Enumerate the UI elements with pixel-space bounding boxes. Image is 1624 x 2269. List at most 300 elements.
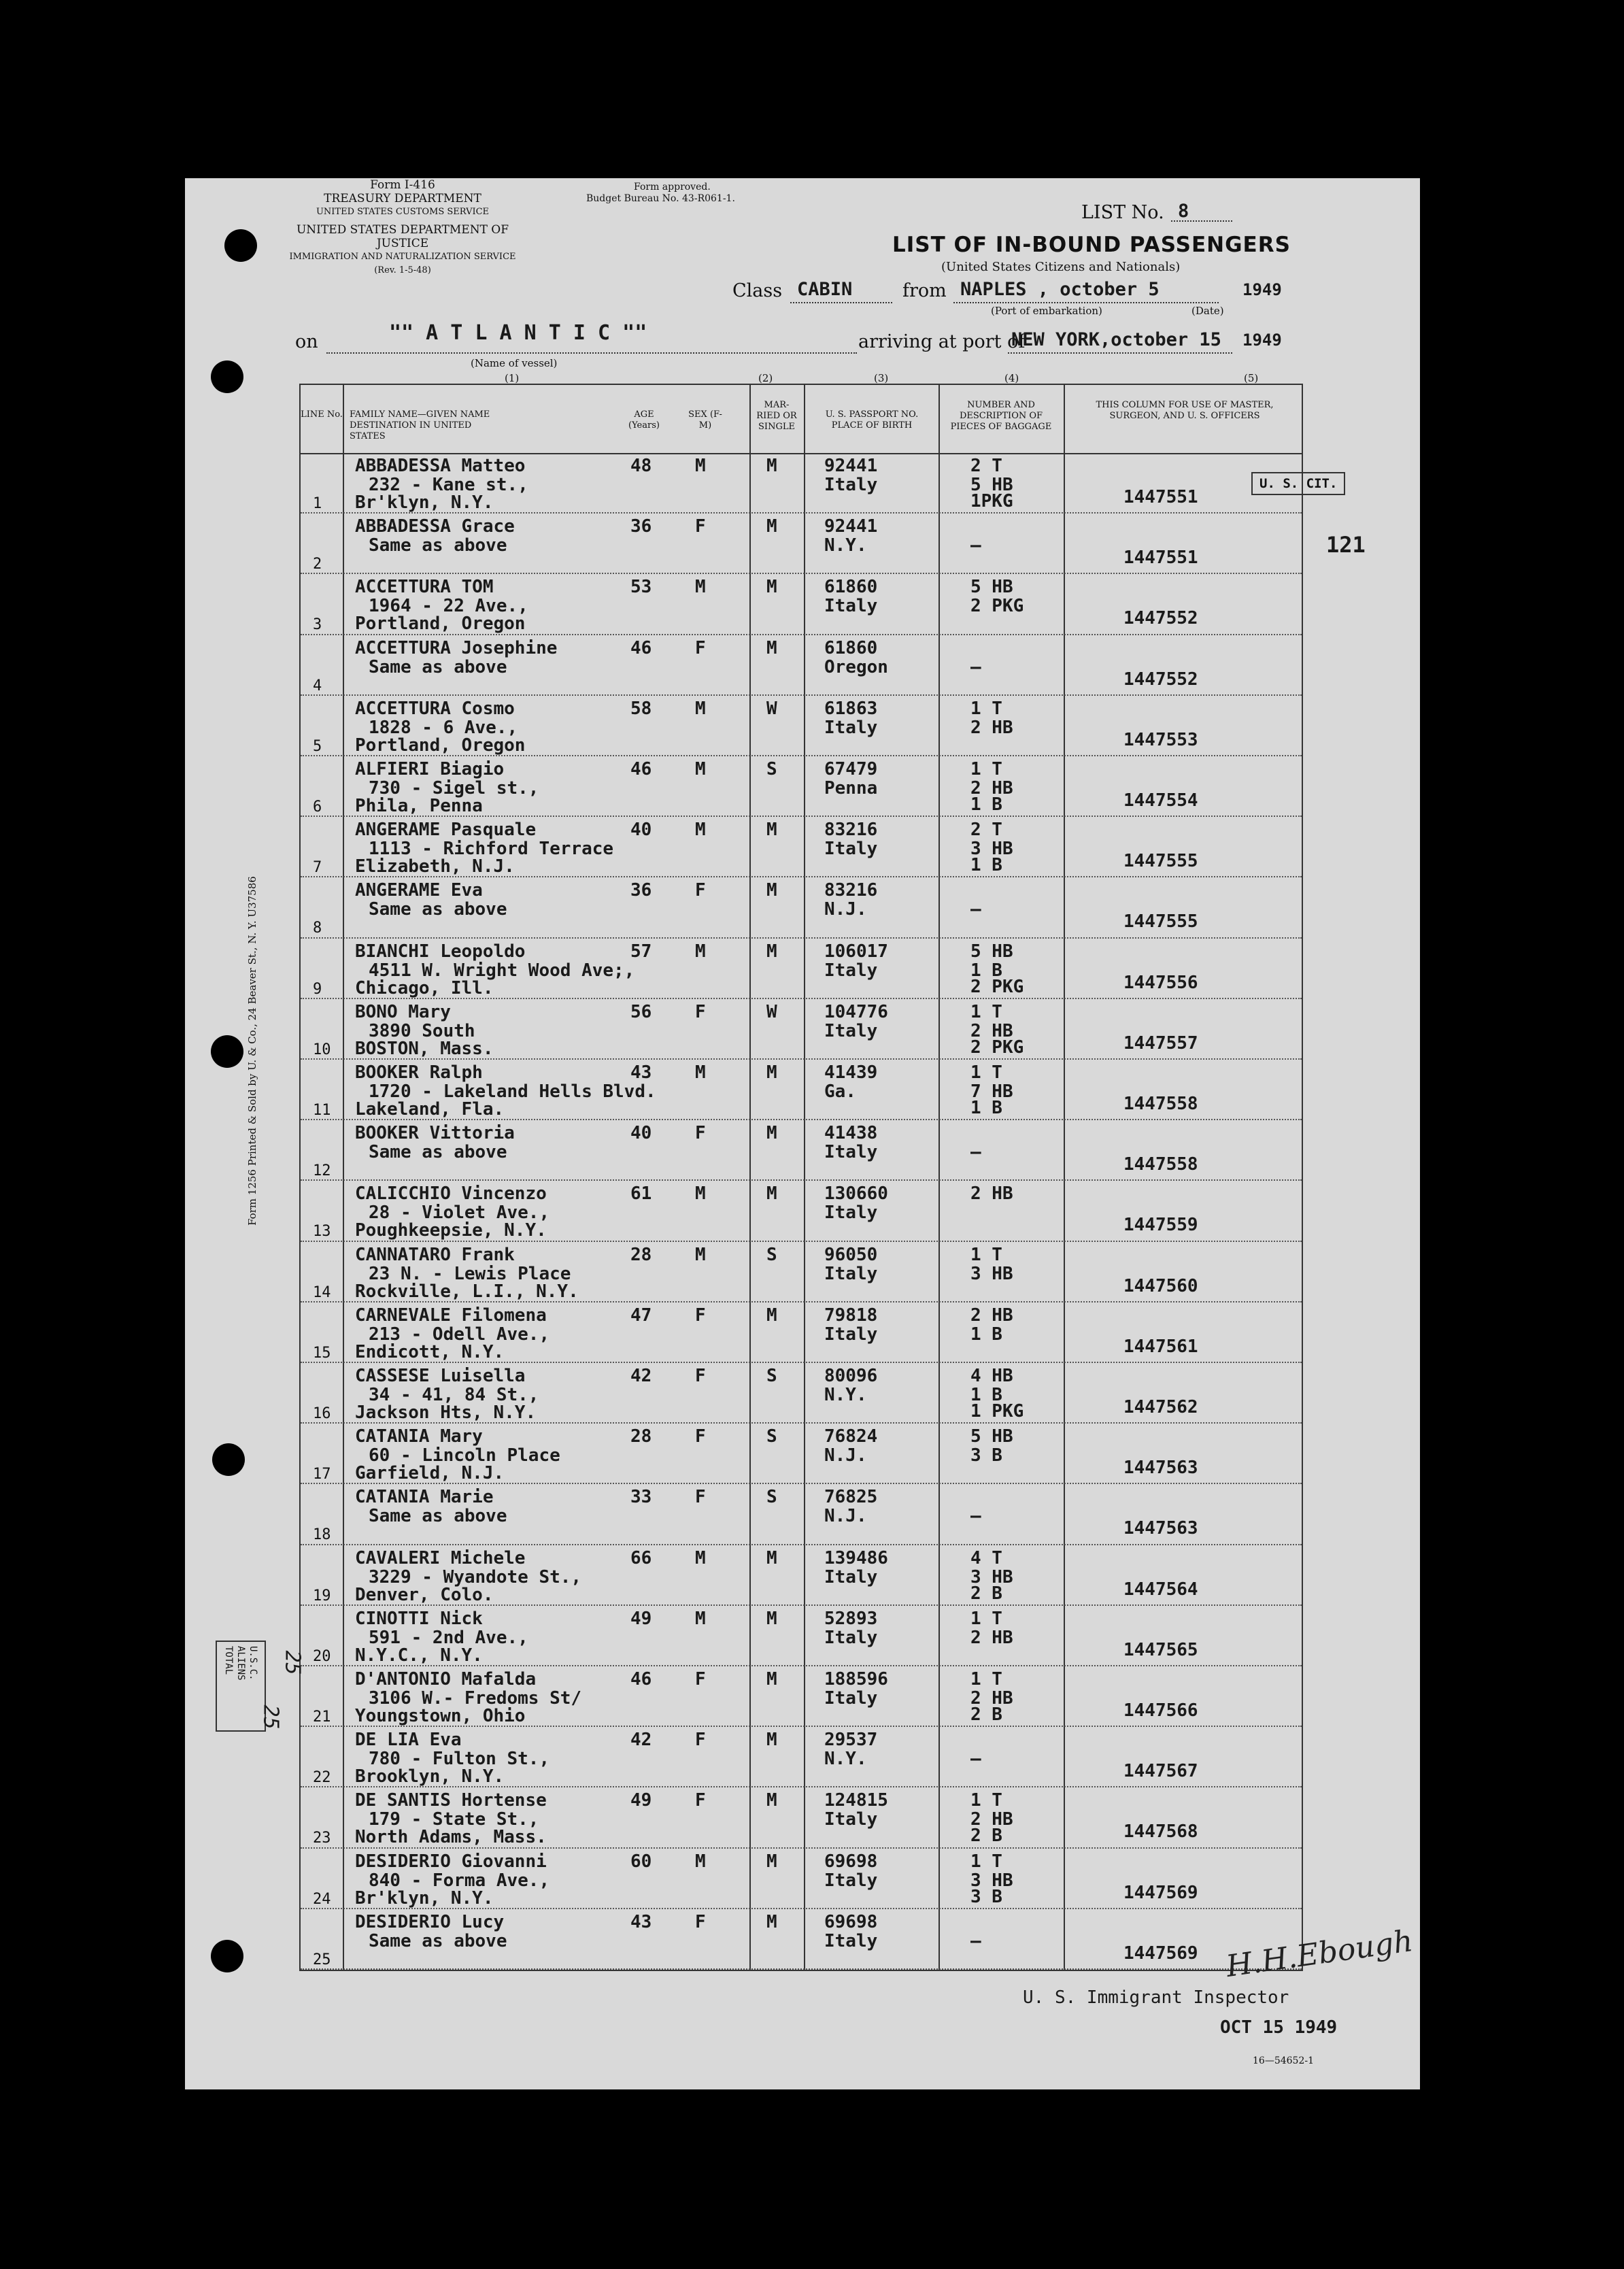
row-divider bbox=[301, 1968, 1302, 1970]
marital-status: M bbox=[766, 1305, 777, 1326]
baggage-line-1: 5 HB bbox=[970, 577, 1013, 598]
sex-value: F bbox=[695, 1123, 706, 1144]
passport-number: 80096 bbox=[824, 1366, 878, 1386]
age-value: 48 bbox=[630, 456, 652, 476]
table-body bbox=[301, 453, 1302, 1970]
address-line-2: North Adams, Mass. bbox=[355, 1827, 547, 1848]
passport-number: 130660 bbox=[824, 1183, 888, 1205]
ins-service: IMMIGRATION AND NATURALIZATION SERVICE bbox=[289, 252, 516, 262]
age-value: 60 bbox=[630, 1851, 652, 1872]
baggage-line-2: 2 HB bbox=[970, 1688, 1013, 1709]
address-line-1: 4511 W. Wright Wood Ave;, bbox=[369, 960, 635, 981]
age-value: 46 bbox=[630, 1669, 652, 1690]
from-label: from bbox=[902, 280, 947, 301]
passport-number: 61860 bbox=[824, 577, 878, 598]
age-value: 56 bbox=[630, 1001, 652, 1022]
birth-place: Italy bbox=[824, 1688, 878, 1709]
address-line-2: Br'klyn, N.Y. bbox=[355, 1887, 494, 1909]
customs-service: UNITED STATES CUSTOMS SERVICE bbox=[316, 207, 490, 217]
baggage-line-1: 1 T bbox=[970, 759, 1002, 779]
sex-value: F bbox=[695, 637, 706, 658]
binder-hole bbox=[211, 1940, 243, 1972]
sex-value: M bbox=[695, 698, 706, 719]
line-number: 16 bbox=[313, 1405, 331, 1422]
address-line-2: Portland, Oregon bbox=[355, 735, 526, 756]
line-number: 5 bbox=[313, 737, 322, 755]
age-value: 40 bbox=[630, 820, 652, 841]
address-line-2: Lakeland, Fla. bbox=[355, 1099, 505, 1120]
table-row bbox=[301, 1181, 1302, 1241]
sex-value: F bbox=[695, 1001, 706, 1022]
passport-number: 139486 bbox=[824, 1547, 888, 1568]
marital-status: M bbox=[766, 1183, 777, 1205]
birth-place: Italy bbox=[824, 1263, 878, 1284]
marital-status: W bbox=[766, 698, 777, 719]
baggage-line-2: — bbox=[970, 656, 981, 677]
line-number: 15 bbox=[313, 1344, 331, 1362]
age-value: 66 bbox=[630, 1547, 652, 1568]
officer-number: 1447565 bbox=[1123, 1639, 1198, 1660]
family-given-name: CANNATARO Frank bbox=[355, 1244, 515, 1265]
marital-status: M bbox=[766, 820, 777, 841]
total-count: 25 bbox=[258, 1704, 283, 1730]
officer-number: 1447555 bbox=[1123, 851, 1198, 872]
passport-number: 188596 bbox=[824, 1669, 888, 1690]
family-given-name: ACCETTURA Josephine bbox=[355, 637, 558, 658]
page-number-stamp: 121 bbox=[1326, 532, 1366, 558]
marital-status: W bbox=[766, 1001, 777, 1022]
address-line-2: Youngstown, Ohio bbox=[355, 1706, 526, 1726]
col-num-5: (5) bbox=[1244, 372, 1259, 384]
baggage-line-1: 2 HB bbox=[970, 1183, 1013, 1205]
address-line-2: Br'klyn, N.Y. bbox=[355, 492, 494, 513]
baggage-line-1: 1 T bbox=[970, 1669, 1002, 1690]
treasury-dept: TREASURY DEPARTMENT bbox=[324, 192, 481, 205]
officer-number: 1447554 bbox=[1123, 790, 1198, 811]
address-line-1: 1720 - Lakeland Hells Blvd. bbox=[369, 1081, 656, 1102]
baggage-line-2: 3 HB bbox=[970, 1870, 1013, 1891]
family-given-name: ALFIERI Biagio bbox=[355, 759, 505, 779]
officer-number: 1447569 bbox=[1123, 1882, 1198, 1903]
family-given-name: BONO Mary bbox=[355, 1001, 451, 1022]
baggage-line-3: 1 B bbox=[970, 855, 1002, 876]
family-given-name: D'ANTONIO Mafalda bbox=[355, 1669, 537, 1690]
marital-status: S bbox=[766, 1244, 777, 1265]
marital-status: M bbox=[766, 941, 777, 962]
age-value: 47 bbox=[630, 1305, 652, 1326]
baggage-line-2: 2 PKG bbox=[970, 596, 1024, 617]
marital-status: M bbox=[766, 1851, 777, 1872]
baggage-line-2: — bbox=[970, 899, 981, 920]
table-row bbox=[301, 1302, 1302, 1363]
marital-status: S bbox=[766, 759, 777, 779]
age-value: 28 bbox=[630, 1426, 652, 1447]
sex-value: F bbox=[695, 880, 706, 901]
age-value: 43 bbox=[630, 1062, 652, 1083]
budget-bureau: Budget Bureau No. 43-R061-1. bbox=[586, 193, 735, 204]
baggage-line-3: 2 PKG bbox=[970, 976, 1024, 997]
year-value-1: 1949 bbox=[1242, 280, 1282, 299]
table-row bbox=[301, 1787, 1302, 1848]
binder-hole bbox=[211, 1035, 243, 1068]
line-number: 6 bbox=[313, 799, 322, 816]
marital-status: M bbox=[766, 1547, 777, 1568]
address-line-1: 1113 - Richford Terrace bbox=[369, 839, 614, 860]
age-value: 57 bbox=[630, 941, 652, 962]
birth-place: Italy bbox=[824, 717, 878, 738]
table-row bbox=[301, 1545, 1302, 1606]
line-number: 14 bbox=[313, 1283, 331, 1301]
table-row bbox=[301, 1424, 1302, 1484]
birth-place: N.J. bbox=[824, 1506, 867, 1527]
passport-number: 92441 bbox=[824, 516, 878, 537]
officer-number: 1447557 bbox=[1123, 1032, 1198, 1054]
marital-status: M bbox=[766, 880, 777, 901]
birth-place: Italy bbox=[824, 960, 878, 981]
birth-place: N.J. bbox=[824, 899, 867, 920]
line-number: 19 bbox=[313, 1587, 331, 1604]
baggage-line-2: 3 HB bbox=[970, 839, 1013, 860]
family-given-name: ANGERAME Pasquale bbox=[355, 820, 537, 841]
line-number: 18 bbox=[313, 1526, 331, 1544]
printer-imprint: Form 1256 Printed & Sold by U. & Co., 24 Beaver St., N. Y. U37586 bbox=[246, 876, 258, 1226]
address-line-2: Portland, Oregon bbox=[355, 614, 526, 635]
baggage-line-2: 3 B bbox=[970, 1445, 1002, 1466]
table-row bbox=[301, 514, 1302, 574]
address-line-2: Elizabeth, N.J. bbox=[355, 856, 515, 877]
officer-number: 1447563 bbox=[1123, 1458, 1198, 1479]
address-line-1: 179 - State St., bbox=[369, 1809, 539, 1830]
age-value: 33 bbox=[630, 1487, 652, 1508]
sex-value: F bbox=[695, 516, 706, 537]
passport-number: 69698 bbox=[824, 1911, 878, 1932]
passport-number: 76824 bbox=[824, 1426, 878, 1447]
baggage-line-1: 1 T bbox=[970, 1790, 1002, 1811]
baggage-line-3: 2 B bbox=[970, 1704, 1002, 1725]
revision: (Rev. 1-5-48) bbox=[374, 265, 431, 275]
baggage-line-1: 4 HB bbox=[970, 1366, 1013, 1386]
address-line-2: Rockville, L.I., N.Y. bbox=[355, 1281, 579, 1302]
marital-status: M bbox=[766, 516, 777, 537]
sex-value: F bbox=[695, 1426, 706, 1447]
birth-place: N.Y. bbox=[824, 1749, 867, 1770]
address-line-1: Same as above bbox=[369, 1142, 507, 1163]
address-line-2: Phila, Penna bbox=[355, 796, 483, 816]
age-value: 36 bbox=[630, 880, 652, 901]
sex-value: M bbox=[695, 1183, 706, 1205]
line-number: 1 bbox=[313, 495, 322, 512]
class-value: CABIN bbox=[797, 279, 853, 300]
line-number: 9 bbox=[313, 980, 322, 998]
officer-number: 1447562 bbox=[1123, 1397, 1198, 1417]
line-number: 4 bbox=[313, 677, 322, 694]
baggage-line-2: 7 HB bbox=[970, 1081, 1013, 1102]
birth-place: Italy bbox=[824, 1203, 878, 1224]
baggage-line-1: 2 HB bbox=[970, 1305, 1013, 1326]
table-row bbox=[301, 1727, 1302, 1787]
family-given-name: ACCETTURA TOM bbox=[355, 577, 494, 598]
sex-value: F bbox=[695, 1669, 706, 1690]
address-line-1: Same as above bbox=[369, 656, 507, 677]
family-given-name: ANGERAME Eva bbox=[355, 880, 483, 901]
birth-place: Penna bbox=[824, 778, 878, 799]
baggage-line-1: 5 HB bbox=[970, 1426, 1013, 1447]
passport-number: 41439 bbox=[824, 1062, 878, 1083]
officer-number: 1447552 bbox=[1123, 669, 1198, 690]
officer-number: 1447568 bbox=[1123, 1821, 1198, 1843]
family-given-name: DESIDERIO Giovanni bbox=[355, 1851, 547, 1872]
address-line-2: Jackson Hts, N.Y. bbox=[355, 1402, 537, 1423]
family-given-name: CATANIA Mary bbox=[355, 1426, 483, 1447]
baggage-line-1: 1 T bbox=[970, 1001, 1002, 1022]
marital-status: M bbox=[766, 1911, 777, 1932]
on-label: on bbox=[295, 331, 318, 352]
family-given-name: CATANIA Marie bbox=[355, 1487, 494, 1508]
arrival-value: NEW YORK,october 15 bbox=[1011, 329, 1221, 350]
family-given-name: ACCETTURA Cosmo bbox=[355, 698, 515, 719]
sex-value: F bbox=[695, 1911, 706, 1932]
line-number: 7 bbox=[313, 859, 322, 877]
family-given-name: BOOKER Ralph bbox=[355, 1062, 483, 1083]
baggage-line-1: 2 T bbox=[970, 456, 1002, 476]
address-line-1: 1828 - 6 Ave., bbox=[369, 717, 518, 738]
class-dots bbox=[790, 302, 892, 303]
passport-number: 61863 bbox=[824, 698, 878, 719]
baggage-line-2: — bbox=[970, 1506, 981, 1527]
address-line-1: 60 - Lincoln Place bbox=[369, 1445, 560, 1466]
birth-place: Italy bbox=[824, 839, 878, 860]
sex-value: M bbox=[695, 759, 706, 779]
age-value: 42 bbox=[630, 1730, 652, 1751]
passport-number: 67479 bbox=[824, 759, 878, 779]
budget-approval bbox=[586, 182, 777, 205]
birth-place: Italy bbox=[824, 1930, 878, 1951]
line-number: 21 bbox=[313, 1709, 331, 1726]
age-value: 36 bbox=[630, 516, 652, 537]
baggage-line-3: 1 PKG bbox=[970, 1401, 1024, 1422]
binder-hole bbox=[212, 1443, 245, 1476]
inspector-title: U. S. Immigrant Inspector bbox=[1023, 1987, 1289, 2008]
binder-hole bbox=[224, 229, 257, 262]
total-label: TOTAL bbox=[223, 1646, 234, 1675]
birth-place: Italy bbox=[824, 1870, 878, 1891]
officer-number: 1447558 bbox=[1123, 1094, 1198, 1114]
address-line-1: Same as above bbox=[369, 535, 507, 556]
officer-number: 1447552 bbox=[1123, 608, 1198, 629]
table-row bbox=[301, 999, 1302, 1060]
age-value: 40 bbox=[630, 1123, 652, 1144]
col-baggage: NUMBER AND DESCRIPTION OF PIECES OF BAGGAGE bbox=[950, 400, 1052, 432]
baggage-line-1: 2 T bbox=[970, 820, 1002, 841]
us-cit-stamp bbox=[1251, 472, 1345, 495]
passport-number: 29537 bbox=[824, 1730, 878, 1751]
baggage-line-2: 2 HB bbox=[970, 1809, 1013, 1830]
birth-place: Italy bbox=[824, 596, 878, 617]
line-number: 10 bbox=[313, 1041, 331, 1058]
birth-place: Italy bbox=[824, 1020, 878, 1041]
marital-status: M bbox=[766, 1730, 777, 1751]
form-approved: Form approved. bbox=[634, 182, 711, 192]
list-no-label: LIST No. bbox=[1081, 202, 1164, 223]
marital-status: M bbox=[766, 637, 777, 658]
line-number: 11 bbox=[313, 1102, 331, 1119]
baggage-line-1: 1 T bbox=[970, 1244, 1002, 1265]
table-row bbox=[301, 1909, 1302, 1970]
table-row bbox=[301, 1060, 1302, 1120]
passport-number: 106017 bbox=[824, 941, 888, 962]
col-num-3: (3) bbox=[874, 372, 889, 384]
officer-number: 1447569 bbox=[1123, 1943, 1198, 1964]
age-value: 46 bbox=[630, 759, 652, 779]
address-line-1: Same as above bbox=[369, 899, 507, 920]
marital-status: M bbox=[766, 456, 777, 476]
us-cit-text: U. S. CIT. bbox=[1259, 476, 1338, 491]
family-given-name: ABBADESSA Matteo bbox=[355, 456, 526, 476]
age-value: 49 bbox=[630, 1790, 652, 1811]
sex-value: M bbox=[695, 820, 706, 841]
baggage-line-2: 5 HB bbox=[970, 475, 1013, 495]
sex-value: M bbox=[695, 1608, 706, 1629]
baggage-line-2: 1 B bbox=[970, 1385, 1002, 1405]
baggage-line-2: — bbox=[970, 1930, 981, 1951]
sex-value: M bbox=[695, 577, 706, 598]
officer-number: 1447551 bbox=[1123, 487, 1198, 507]
date-caption: (Date) bbox=[1191, 305, 1224, 317]
baggage-line-2: 2 HB bbox=[970, 717, 1013, 738]
form-number: Form I-416 bbox=[370, 178, 435, 192]
signature-text: H.H.Ebough bbox=[1223, 1923, 1415, 1984]
address-line-2: Chicago, Ill. bbox=[355, 977, 494, 998]
passport-number: 83216 bbox=[824, 820, 878, 841]
passport-number: 96050 bbox=[824, 1244, 878, 1265]
family-given-name: CAVALERI Michele bbox=[355, 1547, 526, 1568]
address-line-1: Same as above bbox=[369, 1506, 507, 1527]
line-number: 17 bbox=[313, 1466, 331, 1483]
sex-value: M bbox=[695, 941, 706, 962]
table-row bbox=[301, 574, 1302, 635]
table-row bbox=[301, 453, 1302, 514]
sex-value: M bbox=[695, 1062, 706, 1083]
passport-number: 92441 bbox=[824, 456, 878, 476]
officer-number: 1447563 bbox=[1123, 1518, 1198, 1539]
passport-number: 52893 bbox=[824, 1608, 878, 1629]
address-line-2: Poughkeepsie, N.Y. bbox=[355, 1220, 547, 1241]
col-age: AGE (Years) bbox=[628, 409, 660, 431]
family-given-name: DE SANTIS Hortense bbox=[355, 1790, 547, 1811]
list-no-dots bbox=[1171, 220, 1232, 222]
baggage-line-1: 1 T bbox=[970, 1851, 1002, 1872]
vessel-dots bbox=[326, 352, 857, 354]
baggage-line-2: 1 B bbox=[970, 1324, 1002, 1345]
address-line-1: 28 - Violet Ave., bbox=[369, 1203, 550, 1224]
marital-status: S bbox=[766, 1487, 777, 1508]
line-number: 20 bbox=[313, 1647, 331, 1665]
family-given-name: BOOKER Vittoria bbox=[355, 1123, 515, 1144]
officer-number: 1447553 bbox=[1123, 729, 1198, 750]
baggage-line-2: — bbox=[970, 1142, 981, 1163]
binder-hole bbox=[211, 360, 243, 393]
baggage-line-2: — bbox=[970, 1749, 981, 1770]
address-line-1: 730 - Sigel st., bbox=[369, 778, 539, 799]
birth-place: Oregon bbox=[824, 656, 888, 677]
vessel-caption: (Name of vessel) bbox=[471, 357, 558, 369]
officer-number: 1447558 bbox=[1123, 1154, 1198, 1175]
baggage-line-3: 1PKG bbox=[970, 491, 1013, 511]
from-value: NAPLES , october 5 bbox=[960, 279, 1160, 300]
age-value: 61 bbox=[630, 1183, 652, 1205]
officer-number: 1447564 bbox=[1123, 1579, 1198, 1600]
address-line-1: 3106 W.- Fredoms St/ bbox=[369, 1688, 582, 1709]
usc-count: 25 bbox=[280, 1650, 305, 1675]
sex-value: F bbox=[695, 1790, 706, 1811]
address-line-1: 840 - Forma Ave., bbox=[369, 1870, 550, 1891]
line-number: 24 bbox=[313, 1890, 331, 1908]
col-num-4: (4) bbox=[1004, 372, 1019, 384]
marital-status: M bbox=[766, 1669, 777, 1690]
col-passport: U. S. PASSPORT NO. PLACE OF BIRTH bbox=[825, 409, 919, 431]
address-line-1: 3229 - Wyandote St., bbox=[369, 1566, 582, 1587]
birth-place: N.J. bbox=[824, 1445, 867, 1466]
line-number: 13 bbox=[313, 1223, 331, 1241]
marital-status: M bbox=[766, 1062, 777, 1083]
address-line-1: 23 N. - Lewis Place bbox=[369, 1263, 571, 1284]
baggage-line-2: 3 HB bbox=[970, 1566, 1013, 1587]
address-line-1: 34 - 41, 84 St., bbox=[369, 1385, 539, 1405]
birth-place: Ga. bbox=[824, 1081, 856, 1102]
form-header-left bbox=[287, 178, 518, 278]
age-value: 43 bbox=[630, 1911, 652, 1932]
col-name: FAMILY NAME—GIVEN NAME DESTINATION IN UNITED STATES bbox=[350, 409, 490, 441]
baggage-line-2: 1 B bbox=[970, 960, 1002, 981]
passport-number: 76825 bbox=[824, 1487, 878, 1508]
line-number: 23 bbox=[313, 1830, 331, 1847]
address-line-2: N.Y.C., N.Y. bbox=[355, 1645, 483, 1666]
birth-place: Italy bbox=[824, 1142, 878, 1163]
port-embark-caption: (Port of embarkation) bbox=[991, 305, 1102, 317]
officer-number: 1447560 bbox=[1123, 1275, 1198, 1296]
baggage-line-3: 3 B bbox=[970, 1886, 1002, 1907]
family-given-name: DE LIA Eva bbox=[355, 1730, 462, 1751]
form-code: 16—54652-1 bbox=[1253, 2055, 1314, 2066]
officer-number: 1447556 bbox=[1123, 972, 1198, 993]
baggage-line-1: 5 HB bbox=[970, 941, 1013, 962]
officer-number: 1447567 bbox=[1123, 1761, 1198, 1782]
age-value: 58 bbox=[630, 698, 652, 719]
col-line-no: LINE No. bbox=[301, 409, 343, 420]
baggage-line-2: 2 HB bbox=[970, 1020, 1013, 1041]
sex-value: F bbox=[695, 1730, 706, 1751]
address-line-2: Denver, Colo. bbox=[355, 1584, 494, 1605]
baggage-line-2: 2 HB bbox=[970, 1627, 1013, 1648]
marital-status: M bbox=[766, 577, 777, 598]
sex-value: M bbox=[695, 1547, 706, 1568]
year-value-2: 1949 bbox=[1242, 331, 1282, 350]
usc-label: U.S.C. bbox=[248, 1646, 258, 1681]
arrival-dots bbox=[1008, 352, 1232, 354]
page-subtitle: (United States Citizens and Nationals) bbox=[941, 260, 1181, 274]
baggage-line-3: 2 B bbox=[970, 1583, 1002, 1604]
passport-number: 61860 bbox=[824, 637, 878, 658]
page-title: LIST OF IN-BOUND PASSENGERS bbox=[892, 233, 1291, 257]
passport-number: 124815 bbox=[824, 1790, 888, 1811]
address-line-2: Endicott, N.Y. bbox=[355, 1341, 505, 1362]
passport-number: 83216 bbox=[824, 880, 878, 901]
passport-number: 79818 bbox=[824, 1305, 878, 1326]
birth-place: Italy bbox=[824, 475, 878, 495]
aliens-label: ALIENS bbox=[235, 1646, 246, 1681]
address-line-1: Same as above bbox=[369, 1930, 507, 1951]
table-row bbox=[301, 1242, 1302, 1302]
